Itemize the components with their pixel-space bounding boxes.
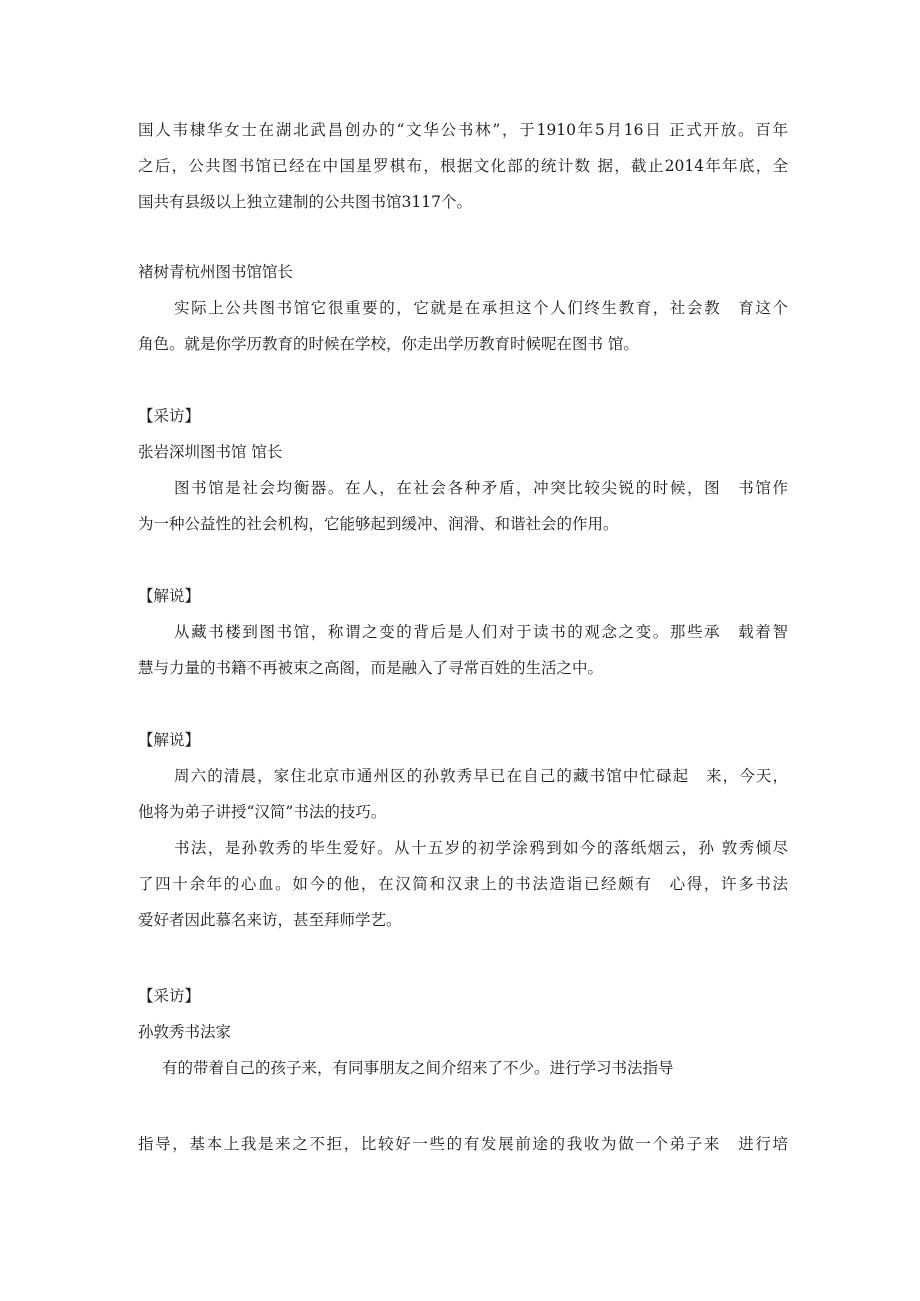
quote-sun-line-2: 指导，基本上我是来之不拒，比较好一些的有发展前途的我收为做一个弟子来 进行培: [138, 1135, 788, 1153]
narration-tag: 【解说】: [138, 731, 201, 749]
narration-2-line-1: 周六的清晨，家住北京市通州区的孙敦秀早已在自己的藏书馆中忙碌起 来，今天，: [174, 767, 788, 785]
intro-line-3: 国共有县级以上独立建制的公共图书馆3117个。: [138, 193, 472, 211]
quote-zhang-line-1: 图书馆是社会均衡器。在人，在社会各种矛盾，冲突比较尖锐的时候，图 书馆作: [174, 479, 788, 497]
quote-sun-line-1: 有的带着自己的孩子来，有同事朋友之间介绍来了不少。进行学习书法指导: [162, 1059, 674, 1077]
narration-3-line-1: 书法，是孙敦秀的毕生爱好。从十五岁的初学涂鸦到如今的落纸烟云，孙 敦秀倾尽: [174, 839, 788, 857]
quote-zhang-line-2: 为一种公益性的社会机构，它能够起到缓冲、润滑、和谐社会的作用。: [138, 515, 619, 533]
narration-1-line-1: 从藏书楼到图书馆，称谓之变的背后是人们对于读书的观念之变。那些承 载着智: [174, 623, 788, 641]
intro-line-1: 国人韦棣华女士在湖北武昌创办的“文华公书林”，于1910年5月16日 正式开放。百年: [138, 121, 788, 139]
narration-1-line-2: 慧与力量的书籍不再被束之高阁，而是融入了寻常百姓的生活之中。: [138, 659, 604, 677]
speaker-chu: 褚树青杭州图书馆馆长: [138, 263, 294, 281]
narration-3-line-2: 了四十余年的心血。如今的他，在汉简和汉隶上的书法造诣已经颇有 心得，许多书法: [138, 875, 788, 893]
interview-tag: 【采访】: [138, 987, 201, 1005]
speaker-zhang: 张岩深圳图书馆 馆长: [138, 443, 283, 461]
narration-3-line-3: 爱好者因此慕名来访，甚至拜师学艺。: [138, 911, 402, 929]
narration-tag: 【解说】: [138, 587, 201, 605]
intro-line-2: 之后，公共图书馆已经在中国星罗棋布，根据文化部的统计数 据，截止2014年年底，全: [138, 157, 788, 175]
quote-chu-line-1: 实际上公共图书馆它很重要的，它就是在承担这个人们终生教育，社会教 育这个: [174, 299, 788, 317]
interview-tag: 【采访】: [138, 407, 201, 425]
narration-2-line-2: 他将为弟子讲授“汉简”书法的技巧。: [138, 803, 387, 821]
speaker-sun: 孙敦秀书法家: [138, 1023, 232, 1041]
quote-chu-line-2: 角色。就是你学历教育的时候在学校，你走出学历教育时候呢在图书 馆。: [138, 335, 639, 353]
